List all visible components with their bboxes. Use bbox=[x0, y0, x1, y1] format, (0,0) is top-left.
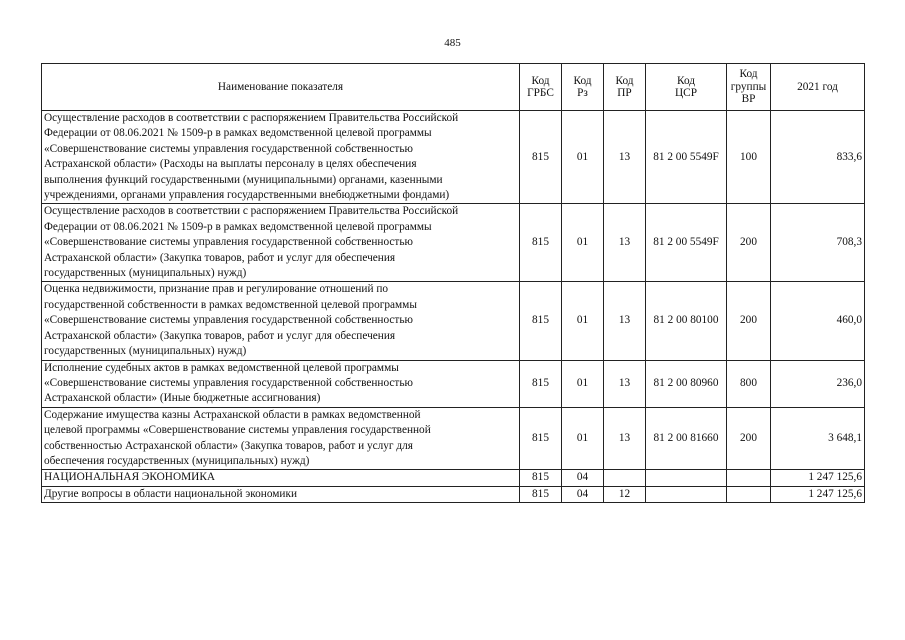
row-rz: 01 bbox=[562, 204, 604, 282]
row-grbs: 815 bbox=[520, 111, 562, 204]
row-pr: 13 bbox=[604, 204, 646, 282]
row-name-line: государственных (муниципальных) нужд) bbox=[44, 267, 247, 280]
row-name-line: Осуществление расходов в соответствии с распоряжением Правительства Российской bbox=[44, 205, 459, 218]
row-name-line: Астраханской области» (Закупка товаров, работ и услуг для обеспечения bbox=[44, 329, 396, 342]
row-csr bbox=[646, 486, 727, 502]
row-grbs: 815 bbox=[520, 282, 562, 360]
header-rz-line: Код bbox=[573, 74, 592, 87]
row-grbs: 815 bbox=[520, 407, 562, 470]
row-amount: 1 247 125,6 bbox=[771, 470, 865, 486]
row-pr: 12 bbox=[604, 486, 646, 502]
row-name-line: Оценка недвижимости, признание прав и регулирование отношений по bbox=[44, 283, 389, 296]
header-vr-line: Код bbox=[739, 68, 758, 81]
row-grbs: 815 bbox=[520, 204, 562, 282]
row-vr: 200 bbox=[727, 407, 771, 470]
header-name: Наименование показателя bbox=[42, 64, 520, 111]
row-pr: 13 bbox=[604, 407, 646, 470]
row-rz: 04 bbox=[562, 486, 604, 502]
row-amount: 3 648,1 bbox=[771, 407, 865, 470]
row-name-line: Федерации от 08.06.2021 № 1509-р в рамках ведомственной целевой программы bbox=[44, 220, 432, 233]
row-pr: 13 bbox=[604, 360, 646, 407]
row-name-line: учреждениями, органами управления государственными внебюджетными фондами) bbox=[44, 189, 450, 202]
row-csr: 81 2 00 81660 bbox=[646, 407, 727, 470]
row-csr: 81 2 00 5549F bbox=[646, 111, 727, 204]
row-vr: 800 bbox=[727, 360, 771, 407]
row-name-line: «Совершенствование системы управления государственной собственностью bbox=[44, 314, 413, 327]
row-name-line: Федерации от 08.06.2021 № 1509-р в рамках ведомственной целевой программы bbox=[44, 127, 432, 140]
table-row bbox=[42, 360, 865, 407]
header-csr-line: ЦСР bbox=[675, 87, 697, 99]
row-grbs: 815 bbox=[520, 360, 562, 407]
row-name-line: выполнения функций государственными (муниципальными) органами, казенными bbox=[44, 173, 443, 186]
row-amount: 460,0 bbox=[771, 282, 865, 360]
row-pr: 13 bbox=[604, 111, 646, 204]
row-name-line: «Совершенствование системы управления государственной собственностью bbox=[44, 376, 413, 389]
row-vr bbox=[727, 470, 771, 486]
row-name bbox=[42, 282, 520, 360]
table-row bbox=[42, 111, 865, 204]
row-rz: 01 bbox=[562, 282, 604, 360]
row-name-line: Другие вопросы в области национальной экономики bbox=[44, 487, 298, 500]
row-name-line: «Совершенствование системы управления государственной собственностью bbox=[44, 236, 413, 249]
row-name bbox=[42, 360, 520, 407]
row-amount: 1 247 125,6 bbox=[771, 486, 865, 502]
table-row bbox=[42, 486, 865, 502]
row-name bbox=[42, 204, 520, 282]
table-row bbox=[42, 470, 865, 486]
row-amount: 833,6 bbox=[771, 111, 865, 204]
row-csr: 81 2 00 80960 bbox=[646, 360, 727, 407]
row-csr: 81 2 00 80100 bbox=[646, 282, 727, 360]
row-vr bbox=[727, 486, 771, 502]
row-name-line: целевой программы «Совершенствование системы управления государственной bbox=[44, 424, 431, 437]
row-vr: 200 bbox=[727, 204, 771, 282]
row-name-line: государственных (муниципальных) нужд) bbox=[44, 345, 247, 358]
row-rz: 04 bbox=[562, 470, 604, 486]
row-grbs: 815 bbox=[520, 470, 562, 486]
header-vr-line: ВР bbox=[741, 93, 756, 106]
header-vr-line: группы bbox=[730, 80, 767, 93]
row-name-line: Осуществление расходов в соответствии с распоряжением Правительства Российской bbox=[44, 112, 459, 124]
budget-table bbox=[41, 63, 865, 503]
row-name bbox=[42, 470, 520, 486]
row-name bbox=[42, 407, 520, 470]
row-name-line: Астраханской области» (Иные бюджетные ассигнования) bbox=[44, 392, 321, 405]
header-vr bbox=[727, 64, 771, 111]
header-pr-line: Код bbox=[615, 74, 634, 87]
row-name-line: государственной собственности в рамках ведомственной целевой программы bbox=[44, 298, 417, 311]
row-name bbox=[42, 486, 520, 502]
header-csr bbox=[646, 64, 727, 111]
row-amount: 236,0 bbox=[771, 360, 865, 407]
header-pr-line: ПР bbox=[617, 87, 632, 99]
row-grbs: 815 bbox=[520, 486, 562, 502]
row-amount: 708,3 bbox=[771, 204, 865, 282]
row-name-line: НАЦИОНАЛЬНАЯ ЭКОНОМИКА bbox=[44, 471, 216, 484]
row-name-line: Содержание имущества казны Астраханской области в рамках ведомственной bbox=[44, 408, 421, 421]
row-vr: 100 bbox=[727, 111, 771, 204]
row-rz: 01 bbox=[562, 111, 604, 204]
row-name-line: Астраханской области» (Закупка товаров, работ и услуг для обеспечения bbox=[44, 251, 396, 264]
row-rz: 01 bbox=[562, 407, 604, 470]
row-name-line: Астраханской области» (Расходы на выплаты персоналу в целях обеспечения bbox=[44, 158, 417, 171]
row-name-line: обеспечения государственных (муниципальных) нужд) bbox=[44, 454, 310, 467]
table-row bbox=[42, 282, 865, 360]
header-rz-line: Рз bbox=[577, 87, 588, 99]
row-vr: 200 bbox=[727, 282, 771, 360]
row-csr bbox=[646, 470, 727, 486]
row-name bbox=[42, 111, 520, 204]
row-name-line: Исполнение судебных актов в рамках ведомственной целевой программы bbox=[44, 361, 399, 374]
header-grbs-line: Код bbox=[531, 74, 550, 87]
table-row bbox=[42, 407, 865, 470]
page-number: 485 bbox=[444, 37, 461, 49]
header-year: 2021 год bbox=[771, 64, 865, 111]
table-row bbox=[42, 204, 865, 282]
header-grbs bbox=[520, 64, 562, 111]
row-pr: 13 bbox=[604, 282, 646, 360]
row-csr: 81 2 00 5549F bbox=[646, 204, 727, 282]
header-csr-line: Код bbox=[676, 74, 696, 87]
table-header-row bbox=[42, 64, 865, 111]
row-rz: 01 bbox=[562, 360, 604, 407]
header-rz bbox=[562, 64, 604, 111]
header-grbs-line: ГРБС bbox=[527, 87, 554, 99]
header-pr bbox=[604, 64, 646, 111]
row-name-line: собственностью Астраханской области» (Закупка товаров, работ и услуг для bbox=[44, 439, 413, 452]
row-pr bbox=[604, 470, 646, 486]
row-name-line: «Совершенствование системы управления государственной собственностью bbox=[44, 142, 413, 155]
